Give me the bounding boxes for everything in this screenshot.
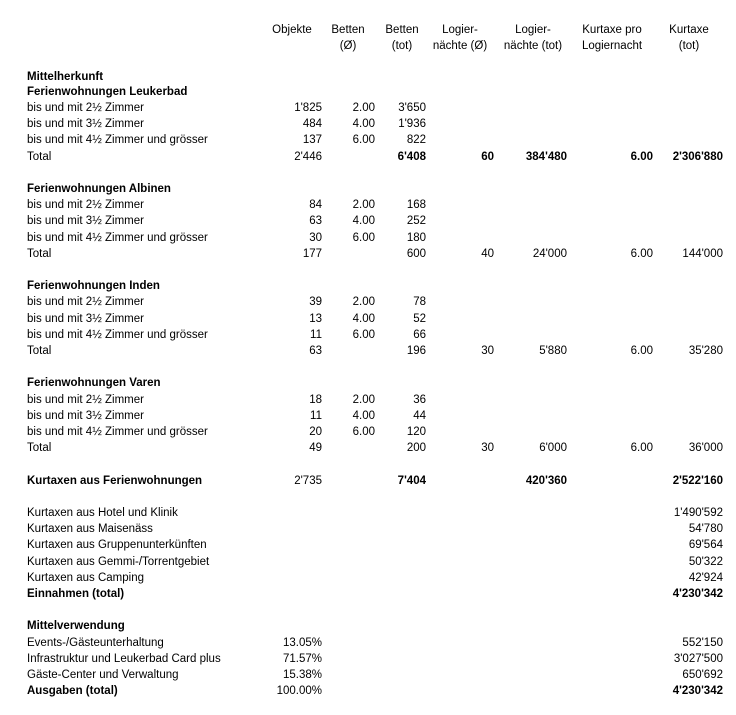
- total-row: Total 177 600 40 24'000 6.00 144'000: [27, 248, 723, 260]
- table-row: bis und mit 2½ Zimmer 39 2.00 78: [27, 296, 426, 308]
- einnahmen-total-row: Einnahmen (total) 4'230'342: [27, 588, 723, 600]
- header-kurtaxe-pro: Kurtaxe pro Logiernacht: [581, 24, 643, 52]
- table-row: bis und mit 3½ Zimmer 484 4.00 1'936: [27, 118, 426, 130]
- total-row: Total 49 200 30 6'000 6.00 36'000: [27, 442, 723, 454]
- mittelherkunft-heading: Mittelherkunft: [27, 71, 104, 83]
- table-row: bis und mit 2½ Zimmer 84 2.00 168: [27, 199, 426, 211]
- table-row: bis und mit 2½ Zimmer 1'825 2.00 3'650: [27, 102, 426, 114]
- income-row: Kurtaxen aus Maisenäss 54'780: [27, 523, 723, 535]
- income-row: Kurtaxen aus Gruppenunterkünften 69'564: [27, 539, 723, 551]
- table-row: bis und mit 4½ Zimmer und grösser 30 6.00 180: [27, 232, 426, 244]
- use-row: Gäste-Center und Verwaltung 15.38% 650'692: [27, 669, 723, 681]
- mittelverwendung-heading: Mittelverwendung: [27, 620, 125, 632]
- table-row: bis und mit 3½ Zimmer 13 4.00 52: [27, 313, 426, 325]
- section-title: Ferienwohnungen Varen: [27, 377, 161, 389]
- header-betten-avg: Betten (Ø): [331, 24, 365, 52]
- table-row: bis und mit 3½ Zimmer 63 4.00 252: [27, 215, 426, 227]
- income-row: Kurtaxen aus Camping 42'924: [27, 572, 723, 584]
- income-row: Kurtaxen aus Gemmi-/Torrentgebiet 50'322: [27, 556, 723, 568]
- header-logiernaechte-tot: Logier- nächte (tot): [503, 24, 563, 52]
- header-betten-tot: Betten (tot): [385, 24, 419, 52]
- table-row: bis und mit 3½ Zimmer 11 4.00 44: [27, 410, 426, 422]
- section-title: Ferienwohnungen Inden: [27, 280, 160, 292]
- ausgaben-total-row: Ausgaben (total) 100.00% 4'230'342: [27, 685, 723, 697]
- header-logiernaechte-avg: Logier- nächte (Ø): [432, 24, 488, 52]
- total-row: Total 63 196 30 5'880 6.00 35'280: [27, 345, 723, 357]
- header-kurtaxe-tot: Kurtaxe (tot): [669, 24, 709, 52]
- use-row: Infrastruktur und Leukerbad Card plus 71.57% 3'027'500: [27, 653, 723, 665]
- table-row: bis und mit 2½ Zimmer 18 2.00 36: [27, 394, 426, 406]
- header-objekte: Objekte: [272, 24, 312, 36]
- use-row: Events-/Gästeunterhaltung 13.05% 552'150: [27, 637, 723, 649]
- section-title: Ferienwohnungen Leukerbad: [27, 86, 188, 98]
- table-row: bis und mit 4½ Zimmer und grösser 20 6.00 120: [27, 426, 426, 438]
- table-row: bis und mit 4½ Zimmer und grösser 137 6.00 822: [27, 134, 426, 146]
- summary-row: Kurtaxen aus Ferienwohnungen 2'735 7'404 420'360 2'522'160: [27, 475, 723, 487]
- income-row: Kurtaxen aus Hotel und Klinik 1'490'592: [27, 507, 723, 519]
- section-title: Ferienwohnungen Albinen: [27, 183, 171, 195]
- total-row: Total 2'446 6'408 60 384'480 6.00 2'306'880: [27, 151, 723, 163]
- table-row: bis und mit 4½ Zimmer und grösser 11 6.00 66: [27, 329, 426, 341]
